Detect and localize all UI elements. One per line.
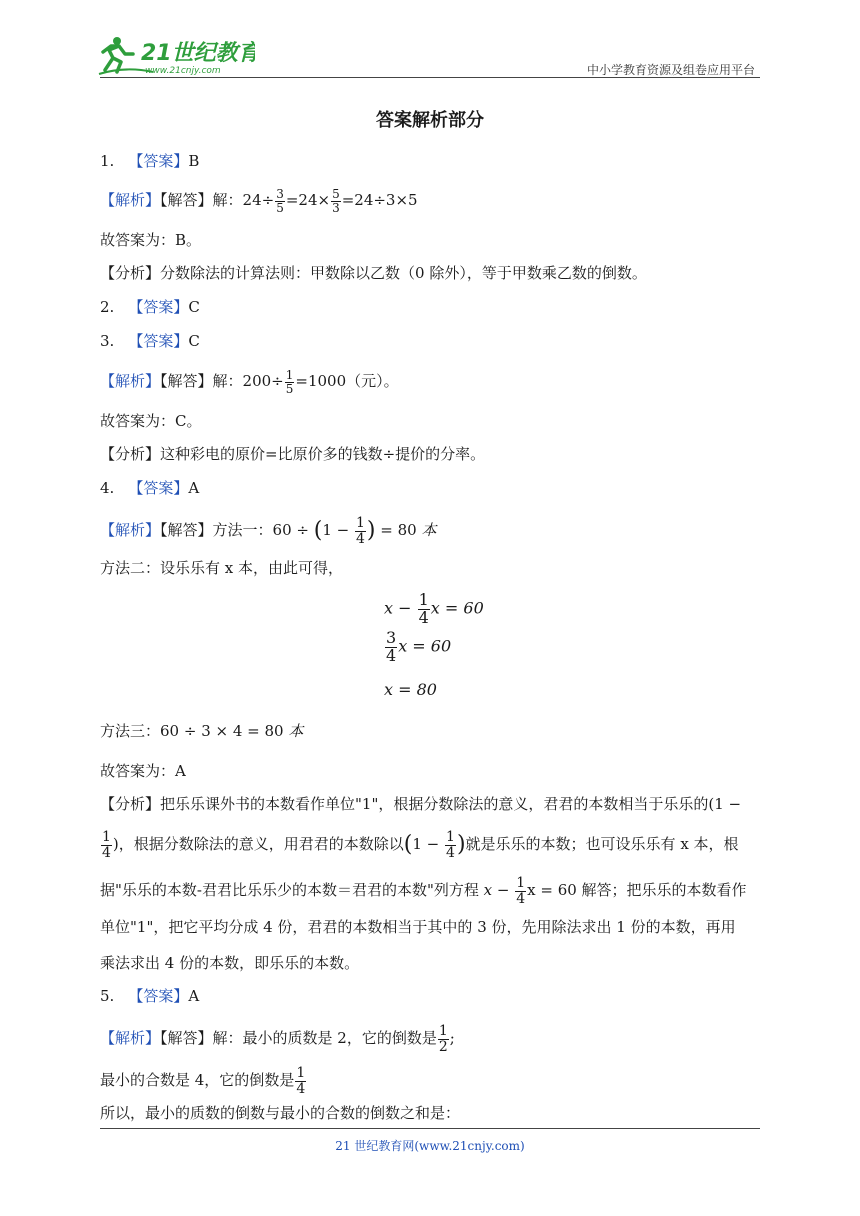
- fraction: $\frac{1}{4}$: [418, 590, 429, 627]
- q4-answer-line: 4. 【答案】A: [100, 479, 200, 497]
- fraction: $\frac{1}{4}$: [296, 1065, 306, 1097]
- page-title: 答案解析部分: [376, 110, 484, 131]
- q4-method1: 【解析】【解答】方法一：60 ÷ (1 − $\frac{1}{4}$ ) = 80 本: [100, 515, 437, 547]
- q3-analysis: 【分析】这种彩电的原价=比原价多的钱数÷提价的分率。: [100, 445, 486, 463]
- q4-method3: 方法三：60 ÷ 3 × 4 = 80 本: [100, 722, 304, 740]
- q2-answer-line: 2. 【答案】C: [100, 298, 200, 316]
- fraction: $\frac{1}{4}$: [356, 515, 365, 547]
- answer-value: B: [188, 152, 200, 170]
- q4-method2: 方法二：设乐乐有 x 本，由此可得，: [100, 559, 343, 577]
- platform-name: 中小学教育资源及组卷应用平台: [586, 63, 755, 77]
- q4-analysis-line-4: 单位"1"，把它平均分成 4 份，君君的本数相当于其中的 3 份，先用除法求出 1 份的本数，再用: [100, 918, 736, 936]
- equation-2: $\frac{3}{4}$ x = 60: [386, 628, 452, 665]
- question-number: 1.: [100, 152, 115, 170]
- logo-url: www.21cnjy.com: [145, 66, 221, 76]
- q3-solution-line: 【解析】【解答】解：200÷ $\frac{1}{5}$ =1000（元）。: [100, 368, 399, 396]
- q4-analysis-line-2: $\frac{1}{4}$ )，根据分数除法的意义，用君君的本数除以(1 − $\frac{1}{4}$ )就是乐乐的本数；也可设乐乐有 x 本，根: [102, 829, 739, 861]
- q1-analysis: 【分析】分数除法的计算法则：甲数除以乙数（0 除外），等于甲数乘乙数的倒数。: [100, 264, 647, 282]
- equation-1: x − $\frac{1}{4}$ x = 60: [384, 590, 484, 627]
- q1-answer-line: [100, 150, 199, 172]
- q3-answer-line: 3. 【答案】C: [100, 332, 200, 350]
- fraction: $\frac{1}{5}$: [285, 368, 294, 396]
- q1-solution-line: 【解析】【解答】解：24÷ $\frac{3}{5}$ =24× $\frac{5}{3}$ =24÷3×5: [100, 187, 418, 215]
- q3-conclusion: 故答案为：C。: [100, 412, 202, 430]
- fraction: $\frac{1}{4}$: [102, 829, 111, 861]
- q5-answer-line: 5. 【答案】A: [100, 987, 200, 1005]
- q5-line-1: 【解析】【解答】解：最小的质数是 2，它的倒数是 $\frac{1}{2}$ ;: [100, 1023, 455, 1055]
- q4-conclusion: 故答案为：A: [100, 762, 186, 780]
- answer-tag: 【答案】: [128, 152, 189, 170]
- q1-conclusion: 故答案为：B。: [100, 231, 202, 249]
- equation-3: x = 80: [384, 680, 437, 699]
- q5-line-3: 所以，最小的质数的倒数与最小的合数的倒数之和是：: [100, 1104, 461, 1122]
- jiexi-tag: 【解析】: [100, 191, 161, 209]
- fraction: $\frac{3}{4}$: [386, 628, 397, 665]
- footer-link[interactable]: 21 世纪教育网(www.21cnjy.com): [335, 1139, 525, 1153]
- fraction: $\frac{1}{2}$: [438, 1023, 448, 1055]
- fraction: $\frac{5}{3}$: [332, 187, 340, 215]
- q4-analysis-line-1: 【分析】把乐乐课外书的本数看作单位"1"，根据分数除法的意义，君君的本数相当于乐乐的(1 −: [100, 795, 742, 813]
- q5-line-2: 最小的合数是 4，它的倒数是 $\frac{1}{4}$: [100, 1065, 306, 1097]
- footer-divider: [100, 1128, 760, 1129]
- fraction: $\frac{3}{5}$: [276, 187, 284, 215]
- logo-text: 21世纪教育: [141, 41, 255, 66]
- fraction: $\frac{1}{4}$: [516, 875, 526, 907]
- jieda-tag: 【解答】: [160, 191, 213, 209]
- header-divider: [100, 77, 760, 78]
- fraction: $\frac{1}{4}$: [446, 829, 455, 861]
- q4-analysis-line-5: 乘法求出 4 份的本数，即乐乐的本数。: [100, 954, 360, 972]
- site-logo: [95, 32, 255, 78]
- q4-analysis-line-3: 据"乐乐的本数-君君比乐乐少的本数＝君君的本数"列方程 x − $\frac{1}{4}$ x = 60 解答；把乐乐的本数看作: [100, 875, 747, 907]
